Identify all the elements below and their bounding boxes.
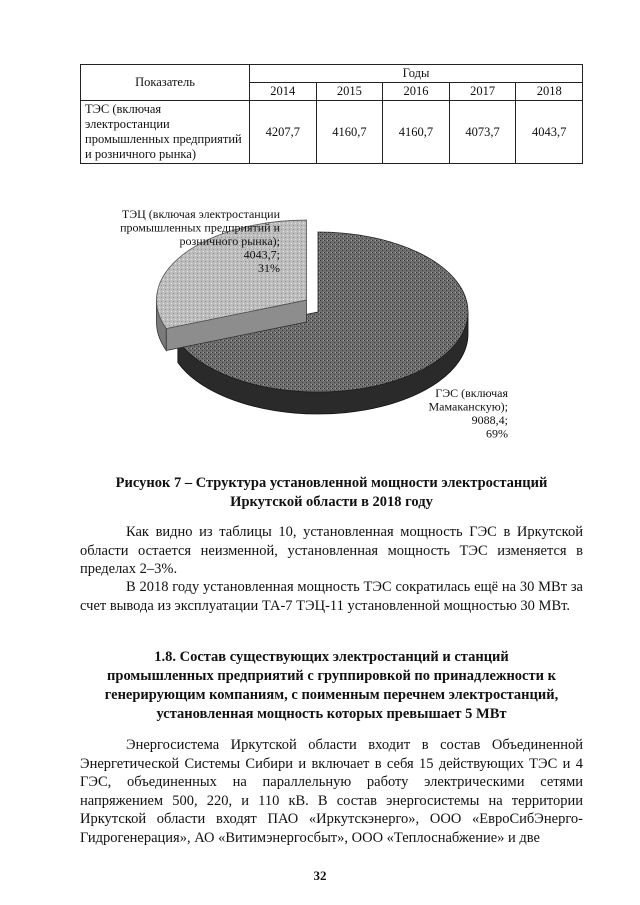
year-cell: 2017 (449, 83, 516, 101)
pie-label-gidro (428, 386, 508, 441)
caption-line: Иркутской области в 2018 году (230, 494, 433, 510)
pie-slices (156, 220, 468, 414)
capacity-table (80, 64, 583, 164)
value-cell: 4073,7 (449, 101, 516, 164)
heading-line: 1.8. Состав существующих электростанций и станций (154, 649, 509, 665)
pie-label-line: 69% (486, 426, 508, 441)
pie-label-line: 31% (258, 261, 280, 275)
caption-line: Рисунок 7 – Структура установленной мощности электростанций (115, 475, 548, 491)
year-cell: 2016 (383, 83, 450, 101)
table-row (81, 101, 583, 164)
row-label: ТЭС (включая электростанции промышленных предприятий и розничного рынка) (81, 101, 250, 164)
year-cell: 2014 (250, 83, 317, 101)
pie-label-line: 9088,4; (471, 413, 508, 427)
pie-label-line: розничного рынка); (179, 234, 280, 248)
year-cell: 2018 (516, 83, 583, 101)
heading-line: генерирующим компаниям, с поименным перечнем электростанций, (104, 687, 559, 703)
pie-label-line: Мамаканскую); (428, 399, 508, 414)
year-cell: 2015 (316, 83, 383, 101)
table-header-row (81, 65, 583, 83)
value-cell: 4160,7 (383, 101, 450, 164)
pie-label-line: промышленных предприятий и (120, 220, 280, 235)
value-cell: 4043,7 (516, 101, 583, 164)
page-number: 32 (313, 868, 327, 883)
figure-caption (80, 474, 583, 512)
heading-line: установленная мощность которых превышает 5 МВт (156, 706, 507, 722)
pie-label-line: ТЭЦ (включая электростанции (121, 207, 280, 221)
header-years: Годы (250, 65, 583, 83)
heading-line: промышленных предприятий с группировкой по принадлежности к (107, 668, 556, 684)
pie-label-line: ГЭС (включая (435, 386, 508, 400)
value-cell: 4207,7 (250, 101, 317, 164)
pie-chart (100, 200, 540, 470)
paragraph: В 2018 году установленная мощность ТЭС сократилась ещё на 30 МВт за счет вывода из эксплуатации ТА-7 ТЭЦ-11 установленной мощностью 30 МВт. (80, 579, 583, 614)
header-indicator: Показатель (81, 65, 250, 101)
value-cell: 4160,7 (316, 101, 383, 164)
paragraph: Как видно из таблицы 10, установленная мощность ГЭС в Иркутской области остается неизменной, установленная мощность ТЭС изменяется в пределах 2–3%. (80, 524, 583, 577)
section-heading (80, 648, 583, 724)
body-paragraph: Энергосистема Иркутской области входит в состав Объединенной Энергетической Системы Сибири и включает в себя 15 действующих ТЭС и 4 ГЭС, объединенных на параллельную работу электрическими сетями напряжением 500, 220, и 110 кВ. В состав энергосистемы на территории Иркутской области входят ПАО «Иркутскэнерго», ООО «ЕвроСибЭнерго-Гидрогенерация», АО «Витимэнергосбыт», ООО «Теплоснабжение» и две (80, 737, 583, 846)
pie-label-line: 4043,7; (243, 247, 280, 262)
